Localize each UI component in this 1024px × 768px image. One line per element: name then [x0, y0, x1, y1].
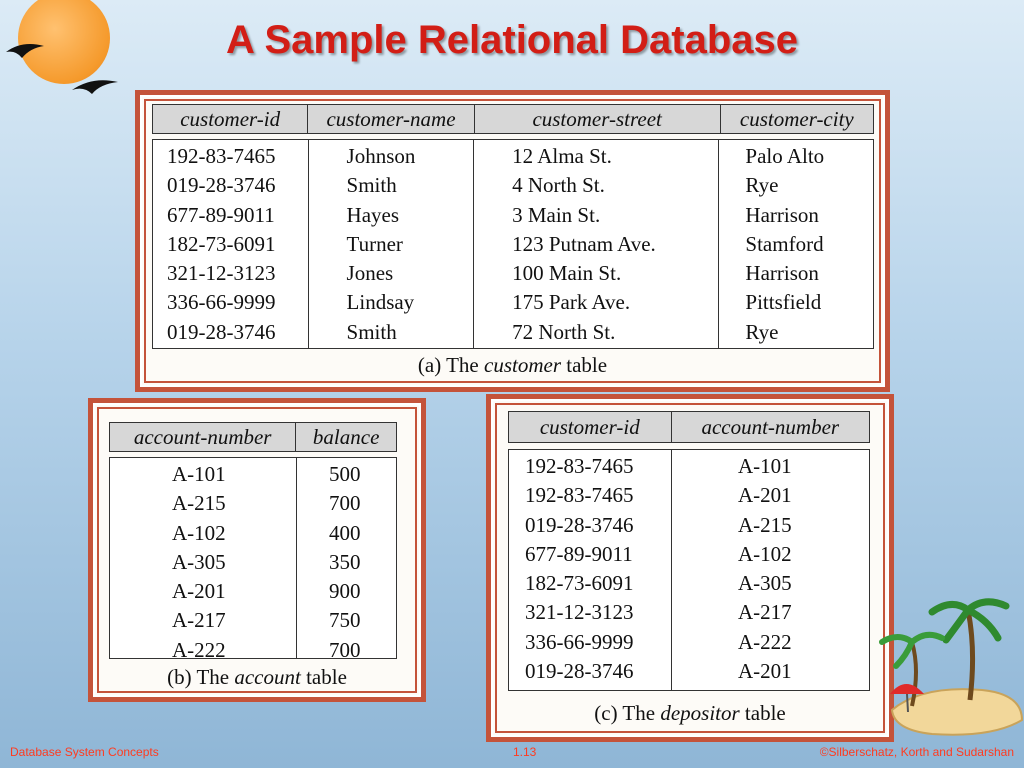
table-cell: 3 Main St.: [512, 202, 601, 227]
table-cell: 019-28-3746: [167, 319, 276, 344]
column-header: customer-id: [539, 415, 640, 439]
footer-page-number: 1.13: [513, 745, 537, 759]
island-graphic: [872, 590, 1024, 740]
footer-left: Database System Concepts: [10, 745, 159, 759]
account-number-column: [110, 458, 296, 662]
caption-prefix: (b) The: [167, 665, 235, 689]
customer-table-header: [152, 104, 874, 134]
table-cell: 900: [329, 579, 361, 604]
column-header: customer-city: [720, 105, 873, 133]
caption-suffix: table: [561, 353, 608, 377]
depositor-table-frame: [486, 394, 894, 742]
account-table-frame: [88, 398, 426, 702]
column-header: customer-street: [474, 105, 720, 133]
table-cell: 192-83-7465: [525, 483, 634, 508]
footer-copyright: ©Silberschatz, Korth and Sudarshan: [819, 745, 1014, 759]
column-header: balance: [295, 423, 396, 451]
table-cell: 400: [329, 520, 361, 545]
table-cell: A-305: [738, 571, 792, 596]
table-cell: 500: [329, 462, 361, 486]
customer-table: [152, 104, 874, 349]
caption-suffix: table: [739, 701, 786, 725]
table-cell: 677-89-9011: [525, 541, 633, 566]
table-cell: 700: [329, 637, 361, 662]
depositor-customer-id-column: [509, 450, 671, 690]
table-cell: 12 Alma St.: [512, 144, 612, 168]
depositor-account-number-column: [671, 450, 869, 690]
caption-table-name: depositor: [660, 701, 740, 725]
table-cell: 677-89-9011: [167, 202, 275, 227]
column-header: customer-name: [307, 105, 473, 133]
table-cell: 72 North St.: [512, 319, 616, 344]
table-cell: 019-28-3746: [525, 659, 634, 684]
table-cell: 336-66-9999: [525, 629, 634, 654]
table-cell: 123 Putnam Ave.: [512, 231, 656, 256]
table-cell: A-215: [738, 512, 792, 537]
table-cell: Turner: [346, 231, 403, 256]
table-cell: 750: [329, 608, 361, 633]
table-cell: Palo Alto: [745, 144, 825, 168]
table-cell: Stamford: [745, 231, 824, 256]
table-cell: 321-12-3123: [525, 600, 634, 625]
customer-table-frame: [135, 90, 890, 392]
table-cell: 019-28-3746: [167, 173, 276, 198]
table-cell: 350: [329, 549, 361, 574]
table-cell: A-101: [172, 462, 226, 486]
table-cell: 100 Main St.: [512, 261, 622, 286]
table-cell: Johnson: [346, 144, 416, 168]
table-cell: A-201: [738, 483, 792, 508]
caption-suffix: table: [300, 665, 347, 689]
balance-column: [296, 458, 396, 662]
customer-city-column: [718, 140, 873, 348]
customer-table-caption: [142, 353, 883, 378]
depositor-table-header: [508, 411, 870, 443]
column-header: account-number: [133, 425, 272, 449]
table-cell: A-217: [738, 600, 792, 625]
table-cell: 182-73-6091: [525, 571, 634, 596]
caption-prefix: (c) The: [594, 701, 661, 725]
table-cell: Harrison: [745, 261, 819, 286]
table-cell: A-215: [172, 491, 226, 516]
table-cell: Jones: [346, 261, 394, 286]
table-cell: 321-12-3123: [167, 261, 276, 286]
table-cell: A-102: [172, 520, 226, 545]
table-cell: Smith: [346, 173, 397, 198]
account-table-header: [109, 422, 397, 452]
table-cell: A-305: [172, 549, 226, 574]
table-cell: 336-66-9999: [167, 290, 276, 315]
table-cell: 192-83-7465: [167, 144, 276, 168]
table-cell: 019-28-3746: [525, 512, 634, 537]
caption-prefix: (a) The: [417, 353, 484, 377]
table-cell: Lindsay: [346, 290, 415, 315]
table-cell: A-217: [172, 608, 226, 633]
account-table-body: [109, 457, 397, 662]
table-cell: A-201: [738, 659, 792, 684]
table-cell: Hayes: [346, 202, 400, 227]
column-header: account-number: [671, 412, 869, 442]
table-cell: Smith: [346, 319, 397, 344]
customer-table-body: [152, 139, 874, 349]
column-header: customer-id: [180, 107, 281, 131]
customer-street-column: [473, 140, 718, 348]
table-cell: A-201: [172, 579, 226, 604]
table-cell: Pittsfield: [745, 290, 822, 315]
customer-id-column: [153, 140, 308, 348]
page-title: A Sample Relational Database: [225, 18, 799, 62]
table-cell: A-222: [172, 637, 226, 662]
caption-table-name: account: [234, 665, 301, 689]
account-table-caption: [95, 665, 419, 690]
table-cell: 175 Park Ave.: [512, 290, 631, 315]
caption-table-name: customer: [484, 353, 561, 377]
account-table: [109, 422, 397, 662]
table-cell: 192-83-7465: [525, 454, 634, 478]
depositor-table-caption: [493, 701, 887, 726]
depositor-table-body: [508, 449, 870, 691]
table-cell: 182-73-6091: [167, 231, 276, 256]
table-cell: Rye: [745, 173, 779, 198]
table-cell: A-102: [738, 541, 792, 566]
table-cell: A-101: [738, 454, 792, 478]
table-cell: 700: [329, 491, 361, 516]
table-cell: 4 North St.: [512, 173, 605, 198]
table-cell: Harrison: [745, 202, 819, 227]
customer-name-column: [308, 140, 474, 348]
depositor-table: [508, 411, 870, 691]
table-cell: A-222: [738, 629, 792, 654]
table-cell: Rye: [745, 319, 779, 344]
